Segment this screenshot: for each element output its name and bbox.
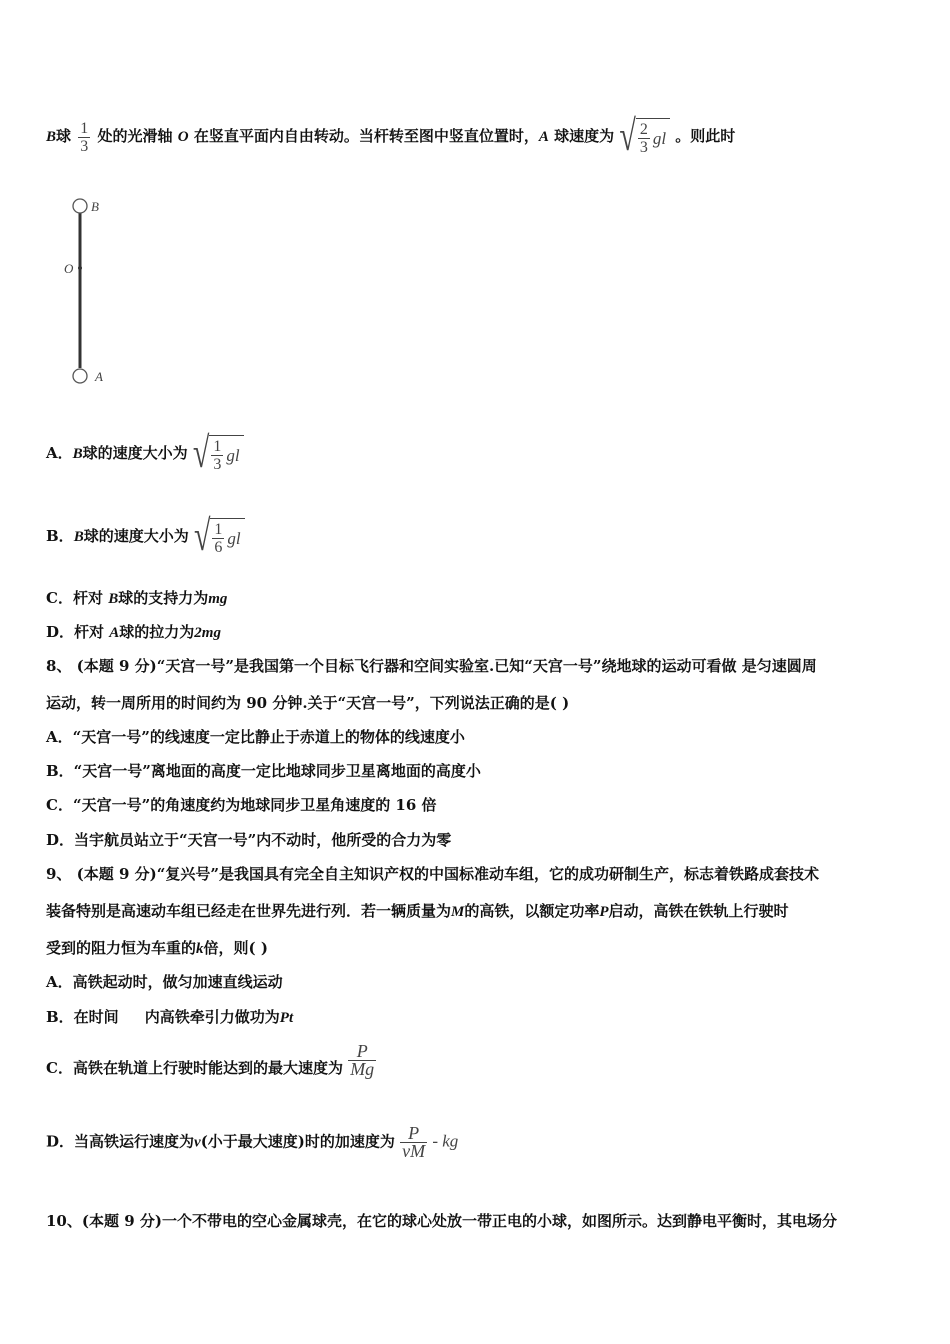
q8-option-a: A．“天宫一号”的线速度一定比静止于赤道上的物体的线速度小 <box>46 728 465 746</box>
q8-line2: 运动，转一周所用的时间约为 90 分钟.关于“天宫一号”，下列说法正确的是( ) <box>46 694 570 712</box>
sqrt-one-sixth-gl: √ $\frac{1}{6}$ gl <box>194 518 245 556</box>
q7-option-a: A．B球的速度大小为 √ $\frac{1}{3}$ gl <box>46 435 244 473</box>
q9-line3: 受到的阻力恒为车重的k倍，则( ) <box>46 939 268 957</box>
intro-mid3: 球速度为 <box>554 127 615 145</box>
q9-option-a: A．高铁起动时，做匀加速直线运动 <box>46 973 283 991</box>
intro-mid2: 在竖直平面内自由转动。当杆转至图中竖直位置时， <box>193 127 539 145</box>
q8-option-c: C．“天宫一号”的角速度约为地球同步卫星角速度的 16 倍 <box>46 796 437 814</box>
q9-option-c: C．高铁在轨道上行驶时能达到的最大速度为 $\frac{P}{Mg}$ <box>46 1041 375 1079</box>
fraction-one-third: $\frac{1}{3}$ <box>80 119 89 155</box>
q9-line1: 9、 (本题 9 分)“复兴号”是我国具有完全自主知识产权的中国标准动车组，它的成功研制生产，标志着铁路成套技术 <box>46 865 819 883</box>
label-o: O <box>64 261 74 276</box>
fraction-p-over-vm: $\frac{P}{vM}$ <box>402 1123 426 1161</box>
intro-line <box>46 112 736 161</box>
intro-suffix: 。则此时 <box>675 127 736 145</box>
ball-a <box>73 369 87 383</box>
label-b: B <box>91 199 99 214</box>
q8-option-d: D．当宇航员站立于“天宫一号”内不动时，他所受的合力为零 <box>46 831 452 849</box>
q7-option-d: D．杆对 A球的拉力为2mg <box>46 623 221 641</box>
intro-prefix: 球 <box>56 127 72 145</box>
q9-option-d: D．当高铁运行速度为v(小于最大速度)时的加速度为 $\frac{P}{vM}$ - kg <box>46 1123 459 1161</box>
label-a: A <box>95 369 103 384</box>
q7-option-b: B．B球的速度大小为 √ $\frac{1}{6}$ gl <box>46 518 245 556</box>
q9-option-b: B．在时间 内高铁牵引力做功为Pt <box>46 1008 294 1026</box>
var-o: O <box>177 129 189 145</box>
rod-figure <box>60 195 130 390</box>
q7-option-c: C．杆对 B球的支持力为mg <box>46 589 228 607</box>
var-a: A <box>538 129 549 145</box>
ball-b <box>73 199 87 213</box>
q10-line1: 10、(本题 9 分)一个不带电的空心金属球壳，在它的球心处放一带正电的小球，如图所示。达到静电平衡时，其电场分 <box>46 1212 837 1230</box>
q8-option-b: B．“天宫一号”离地面的高度一定比地球同步卫星离地面的高度小 <box>46 762 481 780</box>
q9-line2: 装备特别是高速动车组已经走在世界先进行列．若一辆质量为M的高铁，以额定功率P启动，高铁在铁轨上行驶时 <box>46 902 789 920</box>
minus-kg: - kg <box>432 1131 459 1151</box>
sqrt-one-third-gl: √ $\frac{1}{3}$ gl <box>193 435 244 473</box>
axis-o-dot <box>78 266 82 270</box>
intro-mid1: 处的光滑轴 <box>97 127 173 145</box>
var-b: B <box>46 129 57 145</box>
sqrt-two-thirds-gl: √ $\frac{2}{3}$ gl <box>619 118 670 156</box>
fraction-p-over-mg: $\frac{P}{Mg}$ <box>350 1041 375 1079</box>
q8-line1: 8、 (本题 9 分)“天宫一号”是我国第一个目标飞行器和空间实验室.已知“天宫一号”绕地球的运动可看做 是匀速圆周 <box>46 657 817 675</box>
